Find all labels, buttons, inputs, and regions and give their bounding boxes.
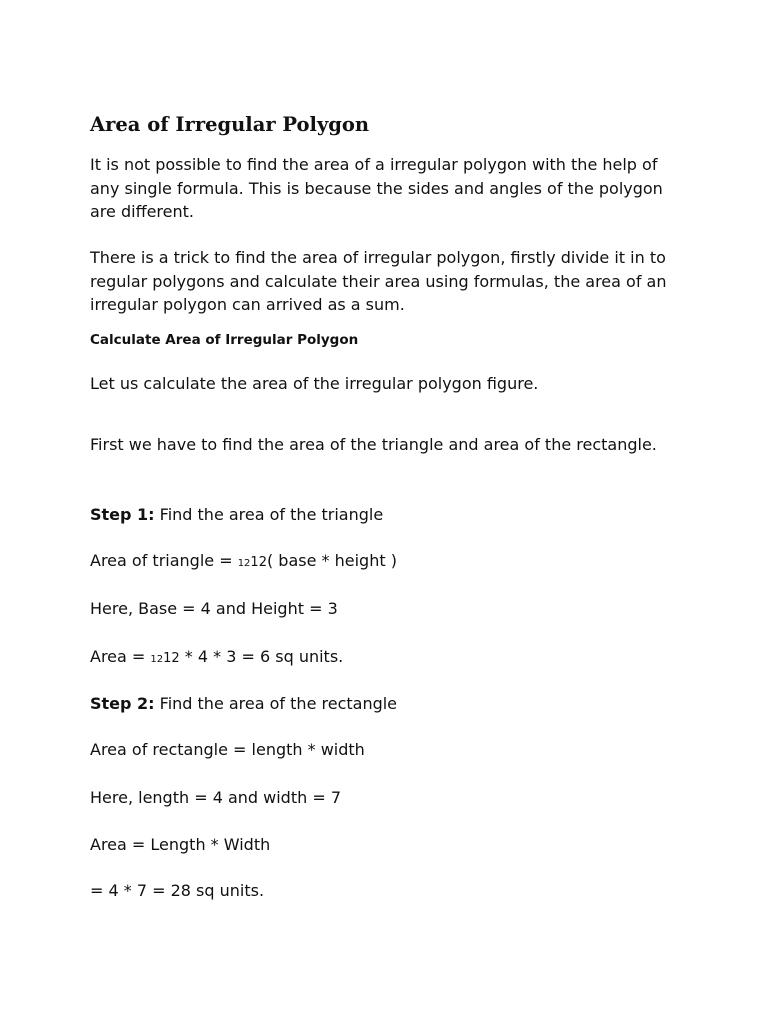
triangle-formula-suffix: ( base * height ) — [266, 551, 397, 570]
intro-paragraph: It is not possible to find the area of a irregular polygon with the help of any single formula. This is because the sides and angles of the polygon are different. — [90, 155, 663, 221]
fraction-half-large: 12 — [163, 651, 180, 666]
triangle-area-prefix: Area = — [90, 647, 151, 666]
fraction-half-small: 12 — [237, 558, 251, 569]
first-we-text: First we have to find the area of the triangle and area of the rectangle. — [90, 435, 657, 454]
triangle-area — [90, 646, 343, 671]
triangle-values: Here, Base = 4 and Height = 3 — [90, 599, 338, 618]
step-2 — [90, 693, 397, 715]
rectangle-area-result: = 4 * 7 = 28 sq units. — [90, 881, 265, 900]
rectangle-values: Here, length = 4 and width = 7 — [90, 788, 342, 807]
section-heading: Calculate Area of Irregular Polygon — [90, 332, 359, 348]
rectangle-formula: Area of rectangle = length * width — [90, 740, 365, 759]
page-title: Area of Irregular Polygon — [90, 113, 370, 136]
step-1-label: Step 1: — [90, 505, 155, 524]
step-2-label: Step 2: — [90, 694, 155, 713]
fraction-half-large: 12 — [250, 555, 267, 570]
triangle-area-suffix: * 4 * 3 = 6 sq units. — [179, 647, 344, 666]
step-1-text: Find the area of the triangle — [154, 505, 384, 524]
lets-calculate-text: Let us calculate the area of the irregular polygon figure. — [90, 374, 539, 393]
rectangle-area-formula: Area = Length * Width — [90, 835, 271, 854]
fraction-half-small: 12 — [150, 654, 164, 665]
trick-paragraph: There is a trick to find the area of irregular polygon, firstly divide it in to regular polygons and calculate their area using formulas, the area of an irregular polygon can arrived as a sum. — [90, 248, 667, 314]
step-1 — [90, 504, 383, 526]
triangle-formula — [90, 550, 397, 575]
triangle-formula-prefix: Area of triangle = — [90, 551, 238, 570]
step-2-text: Find the area of the rectangle — [154, 694, 398, 713]
